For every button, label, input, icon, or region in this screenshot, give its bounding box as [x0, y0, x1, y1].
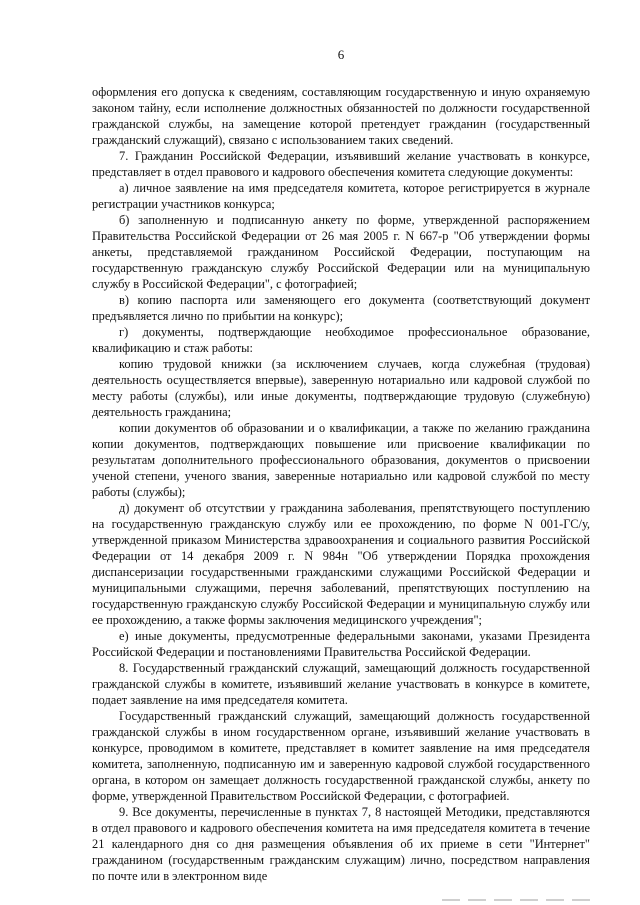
document-body [92, 84, 590, 884]
page-number: 6 [337, 47, 345, 62]
paragraph-7: 7. Гражданин Российской Федерации, изъявивший желание участвовать в конкурсе, представляет в отдел правового и кадрового обеспечения комитета следующие документы: [92, 149, 590, 179]
paragraph-8-other-organ: Государственный гражданский служащий, замещающий должность государственной гражданской службы в ином государственном органе, изъявивший желание участвовать в конкурсе, проводимом в комитете, представляет в комитет заявление на имя председателя комитета, заполненную, подписанную им и заверенную кадровой службой государственного органа, в котором он замещает должность государственной гражданской службы, анкету по форме, утвержденной Правительством Российской Федерации, с фотографией. [92, 709, 590, 803]
paragraph-7v: в) копию паспорта или заменяющего его документа (соответствующий документ предъявляется лично по прибытии на конкурс); [92, 293, 590, 323]
paragraph-8: 8. Государственный гражданский служащий, замещающий должность государственной гражданской службы в комитете, изъявивший желание участвовать в конкурсе в комитете, подает заявление на имя председателя комитета. [92, 661, 590, 707]
paragraph-7g-education: копии документов об образовании и о квалификации, а также по желанию гражданина копии документов, подтверждающих повышение или присвоение квалификации по результатам дополнительного профессионального образования, документов о присвоении ученой степени, ученого звания, заверенные нотариально или кадровой службой по месту работы (службы); [92, 421, 590, 499]
paragraph-7g-workbook: копию трудовой книжки (за исключением случаев, когда служебная (трудовая) деятельность осуществляется впервые), заверенную нотариально или кадровой службой по месту работы (службы), или иные документы, подтверждающие трудовую (служебную) деятельность гражданина; [92, 357, 590, 419]
paragraph-9: 9. Все документы, перечисленные в пунктах 7, 8 настоящей Методики, представляются в отдел правового и кадрового обеспечения комитета на имя председателя комитета в течение 21 календарного дня со дня размещения объявления об их приеме в сети "Интернет" гражданином (государственным гражданским служащим) лично, посредством направления по почте или в электронном виде [92, 805, 590, 883]
paragraph-7g: г) документы, подтверждающие необходимое профессиональное образование, квалификацию и стаж работы: [92, 325, 590, 355]
paragraph-7d: д) документ об отсутствии у гражданина заболевания, препятствующего поступлению на государственную гражданскую службу или ее прохождению, по форме N 001-ГС/у, утвержденной приказом Министерства здравоохранения и социального развития Российской Федерации от 14 декабря 2009 г. N 984н "Об утверждении Порядка прохождения диспансеризации государственными гражданскими служащими Российской Федерации и муниципальными служащими, перечня заболеваний, препятствующих поступлению на государственную гражданскую службу Российской Федерации и муниципальную службу или ее прохождению, а также формы заключения медицинского учреждения"; [92, 501, 590, 627]
paragraph-7a: а) личное заявление на имя председателя комитета, которое регистрируется в журнале регистрации участников конкурса; [92, 181, 590, 211]
paragraph-continuation: оформления его допуска к сведениям, составляющим государственную и иную охраняемую законом тайну, если исполнение должностных обязанностей по должности государственной гражданской службы, на замещение которой претендует гражданин (государственный гражданский служащий), связано с использованием таких сведений. [92, 85, 590, 147]
scan-artifact [442, 899, 592, 901]
paragraph-7b: б) заполненную и подписанную анкету по форме, утвержденной распоряжением Правительства Российской Федерации от 26 мая 2005 г. N 667-р "Об утверждении формы анкеты, представляемой гражданином Российской Федерации, поступающим на государственную гражданскую службу Российской Федерации или на муниципальную службу в Российской Федерации", с фотографией; [92, 213, 590, 291]
paragraph-7e: е) иные документы, предусмотренные федеральными законами, указами Президента Российской Федерации и постановлениями Правительства Российской Федерации. [92, 629, 590, 659]
